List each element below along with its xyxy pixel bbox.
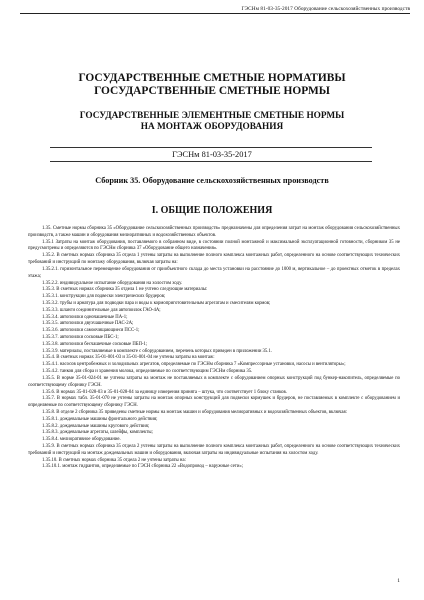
- body-paragraph: 1.35.7. В нормах табл. 35-01-070 не учтены затраты на монтаж опорных конструкций для подвески кормушек и брудеров, не поставляемых в комплекте с оборудованием и определяемые по соответствующему сборнику ГЭСН.: [28, 396, 400, 409]
- main-title-line-2: ГОСУДАРСТВЕННЫЕ СМЕТНЫЕ НОРМЫ: [94, 85, 330, 98]
- body-paragraph: 1.35.8. В отделе 2 сборника 35 приведены сметные нормы на монтаж машин и оборудования мелиоративных и водохозяйственных объектов, включая:: [42, 409, 348, 415]
- body-paragraph: 1.35.3.4. автопоилки одночашечные ПА-1;: [42, 314, 128, 320]
- sub-title: [0, 111, 424, 132]
- body-paragraph: 1.35.10. В сметных нормах сборника 35 отдела 2 не учтены затраты на:: [42, 457, 186, 463]
- body-paragraph: 1.35.3.7. автопоилки сосковые ПБС-1;: [42, 335, 119, 340]
- body-paragraph: 1.35.3.9. материалы, поставляемые в комплекте с оборудованием, перечень которых приведен в приложении 35.1.: [42, 348, 273, 354]
- body-paragraph: 1.35.5. В норме 35-01-024-01 не учтены затраты на монтаж не поставляемых в комплекте с оборудованием опорных конструкций под бункер-накопитель, определяемые по соответствующему сборнику ГЭСН.: [28, 375, 400, 388]
- body-paragraph: 1.35.2. В сметных нормах сборника 35 отдела 1 учтены затраты на выполнение полного комплекса монтажных работ, определенного на основе соответствующих технических требований и инструкций по монтажу оборудования, включая затраты на:: [28, 253, 400, 266]
- body-paragraph: 1.35.2.2. индивидуальное испытание оборудования на холостом ходу.: [42, 280, 183, 286]
- body-paragraph: 1.35.3.6. автопоилки самоочищающиеся ПСС-1;: [42, 328, 140, 334]
- running-header: ГЭСНм 81-03-35-2017 Оборудование сельскохозяйственных производств: [20, 6, 410, 14]
- main-title-line-1: ГОСУДАРСТВЕННЫЕ СМЕТНЫЕ НОРМАТИВЫ: [78, 72, 346, 84]
- code-rule-bottom: [50, 161, 372, 162]
- body-paragraph: 1.35.3.5. автопоилки двухчашечные ПАС-2А;: [42, 321, 134, 327]
- body-paragraph: 1.35.2.1. горизонтальное перемещение оборудования от приобъектного склада до места установки на расстояние до 1000 м, вертикальное – до проектных отметок в пределах этажа;: [28, 266, 400, 279]
- body-paragraph: 1.35.8.4. мелиоративное оборудование.: [42, 437, 121, 443]
- body-paragraph: 1.35.9. В сметных нормах сборника 35 отдела 2 учтены затраты на выполнение полного комплекса монтажных работ, определенного на основе соответствующих технических требований и инструкций на монтаж дождевальных машин и оборудования, включая затраты на индивидуальные испытания на холостом ходу.: [28, 444, 400, 456]
- body-paragraph: 1.35.3.1. конструкции для подвески электрических брудеров;: [42, 294, 166, 300]
- document-code: ГЭСНм 81-03-35-2017: [172, 150, 252, 159]
- body-paragraph: 1.35.10.1. монтаж гидрантов, определяемые по ГЭСН сборника 22 «Водопровод – наружные сети»;: [42, 464, 244, 470]
- body-paragraph: 1.35.3.3. шланги соединительные для автопоилок ГАО-4А;: [42, 307, 161, 313]
- section-title: I. ОБЩИЕ ПОЛОЖЕНИЯ: [151, 205, 273, 216]
- main-title: [0, 72, 424, 98]
- body-paragraph: 1.35.4.2. танков для сбора и хранения молока, определяемые по соответствующим ГЭСНм сборника 35.: [42, 369, 253, 375]
- body-paragraph: 1.35.8.1. дождевальные машины фронтального действия;: [42, 416, 158, 422]
- body-paragraph: 1.35.6. В нормах 35-01-028-03 и 35-01-028-04 за единицу измерения принята – штука, что соответствует 1 блоку станков.: [42, 389, 287, 395]
- collection-title: Сборник 35. Оборудование сельскохозяйственных производств: [95, 176, 329, 185]
- body-paragraph: 1.35.8.2. дождевальные машины кругового действия;: [42, 423, 150, 429]
- sub-title-line-2: НА МОНТАЖ ОБОРУДОВАНИЯ: [140, 121, 284, 132]
- sub-title-line-1: ГОСУДАРСТВЕННЫЕ ЭЛЕМЕНТНЫЕ СМЕТНЫЕ НОРМЫ: [79, 111, 345, 121]
- body-paragraph: 1.35.4. В сметных нормах 35-01-001-03 и 35-01-001-04 не учтены затраты на монтаж:: [42, 355, 215, 361]
- body-paragraph: 1.35.4.1. насосов центробежных и холодильных агрегатов, определяемые по ГЭСНм сборника 7 «Компрессорные установки, насосы и вентиляторы»;: [42, 362, 346, 368]
- body-text: [28, 226, 400, 471]
- body-paragraph: 1.35.3.8. автопоилки бесчашечные сосковые ПБП-1;: [42, 341, 148, 347]
- page-number: 1: [397, 578, 400, 584]
- body-paragraph: 1.35.8.3. дождевальные агрегаты, шлейфы, комплекты;: [42, 430, 153, 436]
- body-paragraph: 1.35. Сметные нормы сборника 35 «Оборудование сельскохозяйственных производств» предназначены для определения затрат на монтаж оборудования сельскохозяйственных производств, а также машин и оборудования мелиоративных и водохозяйственных объектов.: [28, 226, 400, 238]
- body-paragraph: 1.35.3.2. трубы и арматура для подводки пара и воды к кормоприготовительным агрегатам и смесителям кормов;: [42, 300, 271, 306]
- body-paragraph: 1.35.1 Затраты на монтаж оборудования, поставляемого в собранном виде, в состоянии полной монтажной и максимальной эксплуатационной готовности, сборником 35 не предусмотрены и определяются по ГЭСНм сборника 37 «Оборудование общего назначения».: [28, 239, 400, 252]
- body-paragraph: 1.35.3. В сметных нормах сборника 35 отдела 1 не учтено следующие материалы:: [42, 287, 208, 293]
- code-rule-top: [50, 147, 372, 148]
